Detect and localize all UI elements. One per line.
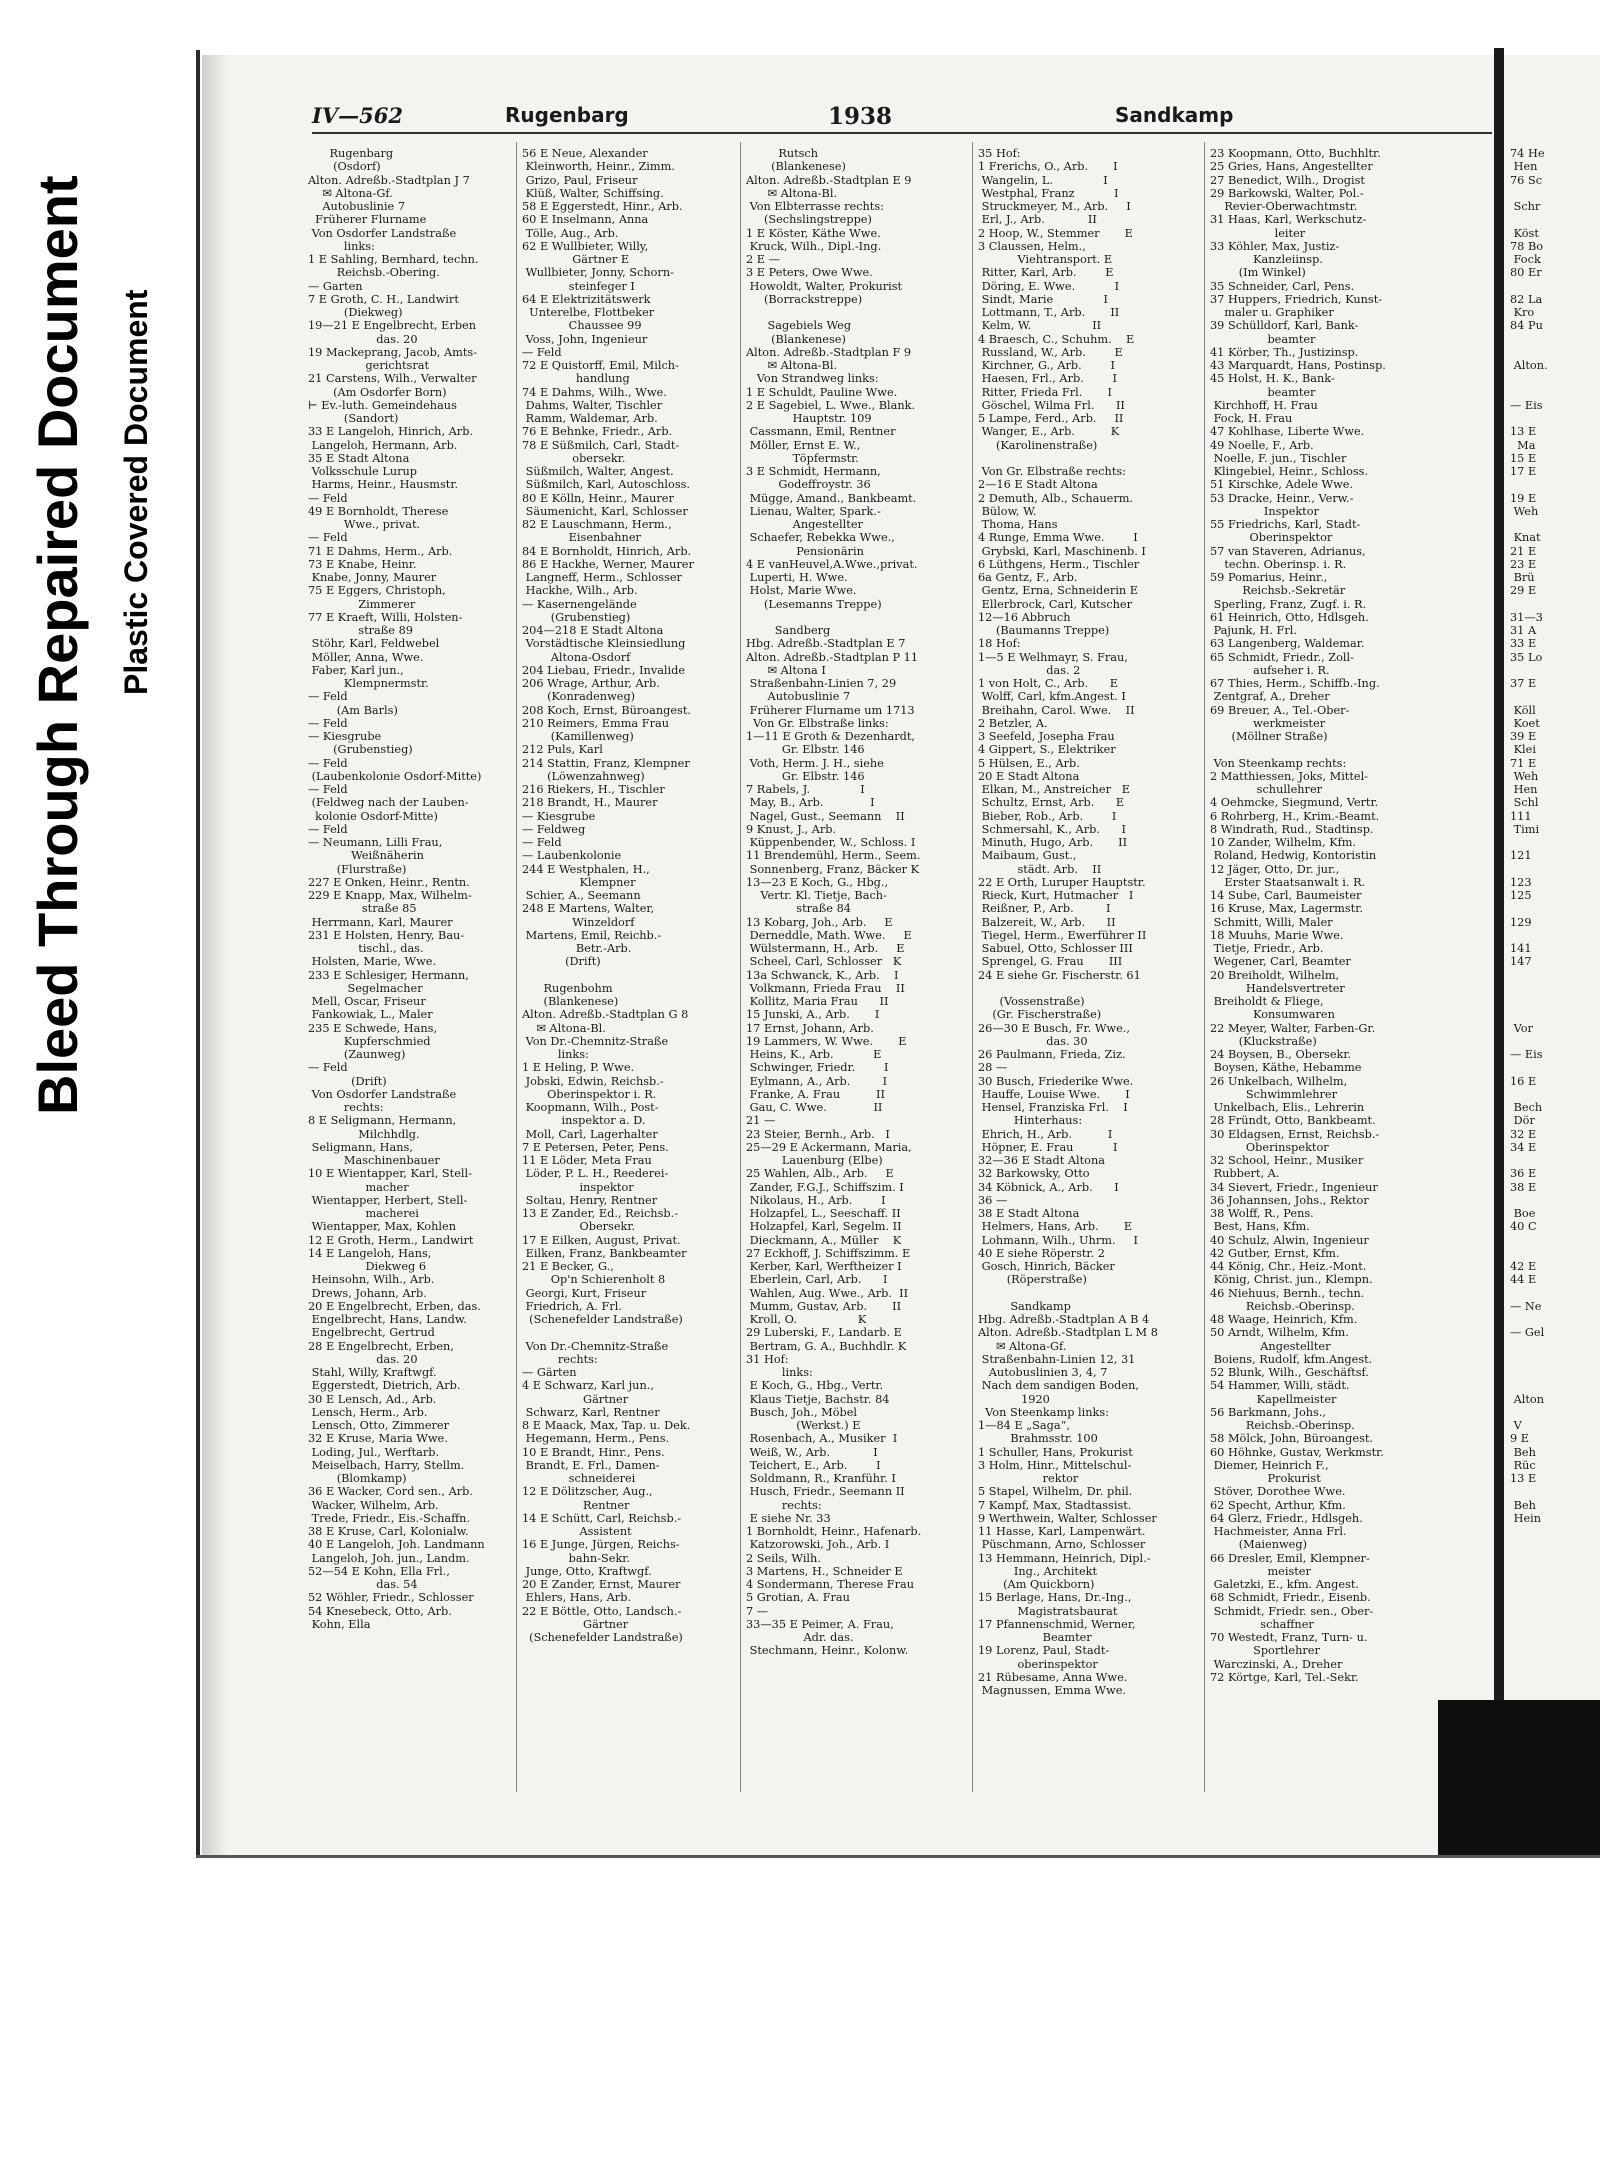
directory-column-1: Rugenbarg (Osdorf) Alton. Adreßb.-Stadtplan J 7 ✉ Altona-Gf. Autobuslinie 7 Früherer Flurname Von Osdorfer Landstraße links: 1 E Sahling, Bernhard, techn. Reichsb.-Obering. — Garten 7 E Groth, C. H., Landwirt (Diekweg) 19—21 E Engelbrecht, Erben das. 20 19 Mackeprang, Jacob, Amts- gerichtsrat 21 Carstens, Wilh., Verwalter (Am Osdorfer Born) ⊢ Ev.-luth. Gemeindehaus (Sandort) 33 E Langeloh, Hinrich, Arb. Langeloh, Hermann, Arb. 35 E Stadt Altona Volksschule Lurup Harms, Heinr., Hausmstr. — Feld 49 E Bornholdt, Therese Wwe., privat. — Feld 71 E Dahms, Herm., Arb. 73 E Knabe, Heinr. Knabe, Jonny, Maurer 75 E Eggers, Christoph, Zimmerer 77 E Kraeft, Willi, Holsten- straße 89 Stöhr, Karl, Feldwebel Möller, Anna, Wwe. Faber, Karl jun., Klempnermstr. — Feld (Am Barls) — Feld — Kiesgrube (Grubenstieg) — Feld (Laubenkolonie Osdorf-Mitte) — Feld (Feldweg nach der Lauben- kolonie Osdorf-Mitte) — Feld — Neumann, Lilli Frau, Weißnäherin (Flurstraße) 227 E Onken, Heinr., Rentn. 229 E Knapp, Max, Wilhelm- straße 85 Herrmann, Karl, Maurer 231 E Holsten, Henry, Bau- tischl., das. Holsten, Marie, Wwe. 233 E Schlesiger, Hermann, Segelmacher Mell, Oscar, Friseur Fankowiak, L., Maler 235 E Schwede, Hans, Kupferschmied (Zaunweg) — Feld (Drift) Von Osdorfer Landstraße rechts: 8 E Seligmann, Hermann, Milchhdlg. Seligmann, Hans, Maschinenbauer 10 E Wientapper, Karl, Stell- macher Wientapper, Herbert, Stell- macherei Wientapper, Max, Kohlen 12 E Groth, Herm., Landwirt 14 E Langeloh, Hans, Diekweg 6 Heinsohn, Wilh., Arb. Drews, Johann, Arb. 20 E Engelbrecht, Erben, das. Engelbrecht, Hans, Landw. Engelbrecht, Gertrud 28 E Engelbrecht, Erben, das. 20 Stahl, Willy, Kraftwgf. Eggerstedt, Dietrich, Arb. 30 E Lensch, Ad., Arb. Lensch, Herm., Arb. Lensch, Otto, Zimmerer 32 E Kruse, Maria Wwe. Loding, Jul., Werftarb. Meiselbach, Harry, Stellm. (Blomkamp) 36 E Wacker, Cord sen., Arb. Wacker, Wilhelm, Arb. Trede, Friedr., Eis.-Schaffn. 38 E Kruse, Carl, Kolonialw. 40 E Langeloh, Joh. Landmann Langeloh, Joh. jun., Landm. 52—54 E Kohn, Ella Frl., das. 54 52 Wöhler, Friedr., Schlosser 54 Knesebeck, Otto, Arb. Kohn, Ella	[308, 147, 485, 1631]
scan-left-edge	[196, 50, 200, 1855]
bleed-through-label: Bleed Through Repaired Document	[26, 175, 89, 1115]
scan-bottom-edge	[196, 1855, 1600, 1858]
next-page-fragment	[1504, 55, 1600, 1855]
directory-column-3: Rutsch (Blankenese) Alton. Adreßb.-Stadtplan E 9 ✉ Altona-Bl. Von Elbterrasse rechts: (Sechslingstreppe) 1 E Köster, Käthe Wwe. Kruck, Wilh., Dipl.-Ing. 2 E — 3 E Peters, Owe Wwe. Howoldt, Walter, Prokurist (Borrackstreppe) Sagebiels Weg (Blankenese) Alton. Adreßb.-Stadtplan F 9 ✉ Altona-Bl. Von Strandweg links: 1 E Schuldt, Pauline Wwe. 2 E Sagebiel, L. Wwe., Blank. Hauptstr. 109 Cassmann, Emil, Rentner Möller, Ernst E. W., Töpfermstr. 3 E Schmidt, Hermann, Godeffroystr. 36 Mügge, Amand., Bankbeamt. Lienau, Walter, Spark.- Angestellter Schaefer, Rebekka Wwe., Pensionärin 4 E vanHeuvel,A.Wwe.,privat. Luperti, H. Wwe. Holst, Marie Wwe. (Lesemanns Treppe) Sandberg Hbg. Adreßb.-Stadtplan E 7 Alton. Adreßb.-Stadtplan P 11 ✉ Altona I Straßenbahn-Linien 7, 29 Autobuslinie 7 Früherer Flurname um 1713 Von Gr. Elbstraße links: 1—11 E Groth & Dezenhardt, Gr. Elbstr. 146 Voth, Herm. J. H., siehe Gr. Elbstr. 146 7 Rabels, J. I May, B., Arb. I Nagel, Gust., Seemann II 9 Knust, J., Arb. Küppenbender, W., Schloss. I 11 Brendemühl, Herm., Seem. Sonnenberg, Franz, Bäcker K 13—23 E Koch, G., Hbg., Vertr. Kl. Tietje, Bach- straße 84 13 Kobarg, Joh., Arb. E Derneddle, Math. Wwe. E Wülstermann, H., Arb. E Scheel, Carl, Schlosser K 13a Schwanck, K., Arb. I Volkmann, Frieda Frau II Kollitz, Maria Frau II 15 Junski, A., Arb. I 17 Ernst, Johann, Arb. 19 Lammers, W. Wwe. E Heins, K., Arb. E Schwinger, Friedr. I Eylmann, A., Arb. I Franke, A. Frau II Gau, C. Wwe. II 21 — 23 Steier, Bernh., Arb. I 25—29 E Ackermann, Maria, Lauenburg (Elbe) 25 Wahlen, Alb., Arb. E Zander, F.G.J., Schiffszim. I Nikolaus, H., Arb. I Holzapfel, L., Seeschaff. II Holzapfel, Karl, Segelm. II Dieckmann, A., Müller K 27 Eckhoff, J. Schiffszimm. E Kerber, Karl, Werftheizer I Eberlein, Carl, Arb. I Wahlen, Aug. Wwe., Arb. II Mumm, Gustav, Arb. II Kroll, O. K 29 Luberski, F., Landarb. E Bertram, G. A., Buchhdlr. K 31 Hof: links: E Koch, G., Hbg., Vertr. Klaus Tietje, Bachstr. 84 Busch, Joh., Möbel (Werkst.) E Rosenbach, A., Musiker I Weiß, W., Arb. I Teichert, E., Arb. I Soldmann, R., Kranführ. I Husch, Friedr., Seemann II rechts: E siehe Nr. 33 1 Bornholdt, Heinr., Hafenarb. Katzorowski, Joh., Arb. I 2 Seils, Wilh. 3 Martens, H., Schneider E 4 Sondermann, Therese Frau 5 Grotian, A. Frau 7 — 33—35 E Peimer, A. Frau, Adr. das. Stechmann, Heinr., Kolonw.	[746, 147, 922, 1658]
next-page-text: 74 He Hen 76 Sc Schr Köst 78 Bo Fock 80 Er 82 La Kro 84 Pu Alton. — Eis 13 E Ma 15 E 17 E 19 E Weh Knat 21 E 23 E Brü 29 E 31—3 31 A 33 E 35 Lo 37 E Köll Koet 39 E Klei 71 E Weh Hen Schl 111 Timi 121 123 125 129 141 147 Vor — Eis 16 E Bech Dör 32 E 34 E 36 E 38 E Boe 40 C 42 E 44 E — Ne — Gel Alton V 9 E Beh Rüc 13 E Beh Hein	[1510, 147, 1548, 1525]
directory-column-5: 23 Koopmann, Otto, Buchhltr. 25 Gries, Hans, Angestellter 27 Benedict, Wilh., Drogist 29 Barkowski, Walter, Pol.- Revier-Oberwachtmstr. 31 Haas, Karl, Werkschutz- leiter 33 Köhler, Max, Justiz- Kanzleiinsp. (Im Winkel) 35 Schneider, Carl, Pens. 37 Huppers, Friedrich, Kunst- maler u. Graphiker 39 Schülldorf, Karl, Bank- beamter 41 Körber, Th., Justizinsp. 43 Marquardt, Hans, Postinsp. 45 Holst, H. K., Bank- beamter Kirchhoff, H. Frau Fock, H. Frau 47 Kohlhase, Liberte Wwe. 49 Noelle, F., Arb. Noelle, F. jun., Tischler Klingebiel, Heinr., Schloss. 51 Kirschke, Adele Wwe. 53 Dracke, Heinr., Verw.- Inspektor 55 Friedrichs, Karl, Stadt- Oberinspektor 57 van Staveren, Adrianus, techn. Oberinsp. i. R. 59 Pomarius, Heinr., Reichsb.-Sekretär Sperling, Franz, Zugf. i. R. 61 Heinrich, Otto, Hdlsgeh. Pajunk, H. Frl. 63 Langenberg, Waldemar. 65 Schmidt, Friedr., Zoll- aufseher i. R. 67 Thies, Herm., Schiffb.-Ing. Zentgraf, A., Dreher 69 Breuer, A., Tel.-Ober- werkmeister (Möllner Straße) Von Steenkamp rechts: 2 Matthiessen, Joks, Mittel- schullehrer 4 Oehmcke, Siegmund, Vertr. 6 Rohrberg, H., Krim.-Beamt. 8 Windrath, Rud., Stadtinsp. 10 Zander, Wilhelm, Kfm. Roland, Hedwig, Kontoristin 12 Jäger, Otto, Dr. jur., Erster Staatsanwalt i. R. 14 Sube, Carl, Baumeister 16 Kruse, Max, Lagermstr. Schmitt, Willi, Maler 18 Muuhs, Marie Wwe. Tietje, Friedr., Arb. Wegener, Carl, Beamter 20 Breiholdt, Wilhelm, Handelsvertreter Breiholdt & Fliege, Konsumwaren 22 Meyer, Walter, Farben-Gr. (Kluckstraße) 24 Boysen, B., Obersekr. Boysen, Käthe, Hebamme 26 Unkelbach, Wilhelm, Schwimmlehrer Unkelbach, Elis., Lehrerin 28 Fründt, Otto, Bankbeamt. 30 Eldagsen, Ernst, Reichsb.- Oberinspektor 32 School, Heinr., Musiker Rubbert, A. 34 Sievert, Friedr., Ingenieur 36 Johannsen, Johs., Rektor 38 Wolff, R., Pens. Best, Hans, Kfm. 40 Schulz, Alwin, Ingenieur 42 Gutber, Ernst, Kfm. 44 König, Chr., Heiz.-Mont. König, Christ. jun., Klempn. 46 Niehuus, Bernh., techn. Reichsb.-Oberinsp. 48 Waage, Heinrich, Kfm. 50 Arndt, Wilhelm, Kfm. Angestellter Boiens, Rudolf, kfm.Angest. 52 Blunk, Wilh., Geschäftsf. 54 Hammer, Willi, städt. Kapellmeister 56 Barkmann, Johs., Reichsb.-Oberinsp. 58 Mölck, John, Büroangest. 60 Höhnke, Gustav, Werkmstr. Diemer, Heinrich F., Prokurist Stöver, Dorothee Wwe. 62 Specht, Arthur, Kfm. 64 Glerz, Friedr., Hdlsgeh. Hachmeister, Anna Frl. (Maienweg) 66 Dresler, Emil, Klempner- meister Galetzki, E., kfm. Angest. 68 Schmidt, Friedr., Eisenb. Schmidt, Friedr. sen., Ober- schaffner 70 Westedt, Franz, Turn- u. Sportlehrer Warczinski, A., Dreher 72 Körtge, Karl, Tel.-Sekr.	[1210, 147, 1386, 1684]
running-head-year: 1938	[828, 103, 893, 130]
page-shadow	[202, 55, 228, 1855]
header-rule	[312, 132, 1492, 134]
page-number: IV—562	[312, 103, 403, 128]
directory-column-4: 35 Hof: 1 Frerichs, O., Arb. I Wangelin, L. I Westphal, Franz I Struckmeyer, M., Arb. I Erl, J., Arb. II 2 Hoop, W., Stemmer E 3 Claussen, Helm., Viehtransport. E Ritter, Karl, Arb. E Döring, E. Wwe. I Sindt, Marie I Lottmann, T., Arb. II Kelm, W. II 4 Braesch, C., Schuhm. E Russland, W., Arb. E Kirchner, G., Arb. I Haesen, Frl., Arb. I Ritter, Frieda Frl. I Göschel, Wilma Frl. II 5 Lampe, Ferd., Arb. II Wanger, E., Arb. K (Karolinenstraße) Von Gr. Elbstraße rechts: 2—16 E Stadt Altona 2 Demuth, Alb., Schauerm. Bülow, W. Thoma, Hans 4 Runge, Emma Wwe. I Grybski, Karl, Maschinenb. I 6 Lüthgens, Herm., Tischler 6a Gentz, F., Arb. Gentz, Erna, Schneiderin E Ellerbrock, Carl, Kutscher 12—16 Abbruch (Baumanns Treppe) 18 Hof: 1—5 E Welhmayr, S. Frau, das. 2 1 von Holt, C., Arb. E Wolff, Carl, kfm.Angest. I Breihahn, Carol. Wwe. II 2 Betzler, A. 3 Seefeld, Josepha Frau 4 Gippert, S., Elektriker 5 Hülsen, E., Arb. 20 E Stadt Altona Elkan, M., Anstreicher E Schultz, Ernst, Arb. E Bieber, Rob., Arb. I Schmersahl, K., Arb. I Minuth, Hugo, Arb. II Maibaum, Gust., städt. Arb. II 22 E Orth, Luruper Hauptstr. Rieck, Kurt, Hutmacher I Reißner, P., Arb. I Balzereit, W., Arb. II Tiegel, Herm., Ewerführer II Sabuel, Otto, Schlosser III Sprengel, G. Frau III 24 E siehe Gr. Fischerstr. 61 (Vossenstraße) (Gr. Fischerstraße) 26—30 E Busch, Fr. Wwe., das. 30 26 Paulmann, Frieda, Ziz. 28 — 30 Busch, Friederike Wwe. Hauffe, Louise Wwe. I Hensel, Franziska Frl. I Hinterhaus: Ehrich, H., Arb. I Höpner, E. Frau I 32—36 E Stadt Altona 32 Barkowsky, Otto 34 Köbnick, A., Arb. I 36 — 38 E Stadt Altona Helmers, Hans, Arb. E Lohmann, Wilh., Uhrm. I 40 E siehe Röperstr. 2 Gosch, Hinrich, Bäcker (Röperstraße) Sandkamp Hbg. Adreßb.-Stadtplan A B 4 Alton. Adreßb.-Stadtplan L M 8 ✉ Altona-Gf. Straßenbahn-Linien 12, 31 Autobuslinien 3, 4, 7 Nach dem sandigen Boden, 1920 Von Steenkamp links: 1—84 E „Saga“, Brahmsstr. 100 1 Schuller, Hans, Prokurist 3 Holm, Hinr., Mittelschul- rektor 5 Stapel, Wilhelm, Dr. phil. 7 Kampf, Max, Stadtassist. 9 Werthwein, Walter, Schlosser 11 Hasse, Karl, Lampenwärt. Püschmann, Arno, Schlosser 13 Hemmann, Heinrich, Dipl.- Ing., Architekt (Am Quickborn) 15 Berlage, Hans, Dr.-Ing., Magistratsbaurat 17 Pfannenschmid, Werner, Beamter 19 Lorenz, Paul, Stadt- oberinspektor 21 Rübesame, Anna Wwe. Magnussen, Emma Wwe.	[978, 147, 1158, 1697]
scan-dark-corner	[1438, 1700, 1600, 1855]
running-head-right: Sandkamp	[1115, 103, 1234, 127]
plastic-covered-label: Plastic Covered Document	[118, 289, 154, 695]
running-head-left: Rugenbarg	[505, 103, 629, 127]
book-gutter	[1494, 48, 1504, 1856]
column-divider	[972, 142, 973, 1792]
column-divider	[1204, 142, 1205, 1792]
directory-column-2: 56 E Neue, Alexander Kleinworth, Heinr., Zimm. Grizo, Paul, Friseur Klüß, Walter, Schiffsing. 58 E Eggerstedt, Hinr., Arb. 60 E Inselmann, Anna Tölle, Aug., Arb. 62 E Wullbieter, Willy, Gärtner E Wullbieter, Jonny, Schorn- steinfeger I 64 E Elektrizitätswerk Unterelbe, Flottbeker Chaussee 99 Voss, John, Ingenieur — Feld 72 E Quistorff, Emil, Milch- handlung 74 E Dahms, Wilh., Wwe. Dahms, Walter, Tischler Ramm, Waldemar, Arb. 76 E Behnke, Friedr., Arb. 78 E Süßmilch, Carl, Stadt- obersekr. Süßmilch, Walter, Angest. Süßmilch, Karl, Autoschloss. 80 E Kölln, Heinr., Maurer Säumenicht, Karl, Schlosser 82 E Lauschmann, Herm., Eisenbahner 84 E Bornholdt, Hinrich, Arb. 86 E Hackhe, Werner, Maurer Langneff, Herm., Schlosser Hackhe, Wilh., Arb. — Kasernengelände (Grubenstieg) 204—218 E Stadt Altona Vorstädtische Kleinsiedlung Altona-Osdorf 204 Liebau, Friedr., Invalide 206 Wrage, Arthur, Arb. (Konradenweg) 208 Koch, Ernst, Büroangest. 210 Reimers, Emma Frau (Kamillenweg) 212 Puls, Karl 214 Stattin, Franz, Klempner (Löwenzahnweg) 216 Riekers, H., Tischler 218 Brandt, H., Maurer — Kiesgrube — Feldweg — Feld — Laubenkolonie 244 E Westphalen, H., Klempner Schier, A., Seemann 248 E Martens, Walter, Winzeldorf Martens, Emil, Reichb.- Betr.-Arb. (Drift) Rugenbohm (Blankenese) Alton. Adreßb.-Stadtplan G 8 ✉ Altona-Bl. Von Dr.-Chemnitz-Straße links: 1 E Heling, P. Wwe. Jobski, Edwin, Reichsb.- Oberinspektor i. R. Koopmann, Wilh., Post- inspektor a. D. Moll, Carl, Lagerhalter 7 E Petersen, Peter, Pens. 11 E Löder, Meta Frau Löder, P. L. H., Reederei- inspektor Soltau, Henry, Rentner 13 E Zander, Ed., Reichsb.- Obersekr. 17 E Eilken, August, Privat. Eilken, Franz, Bankbeamter 21 E Becker, G., Op'n Schierenholt 8 Georgi, Kurt, Friseur Friedrich, A. Frl. (Schenefelder Landstraße) Von Dr.-Chemnitz-Straße rechts: — Gärten 4 E Schwarz, Karl jun., Gärtner Schwarz, Karl, Rentner 8 E Maack, Max, Tap. u. Dek. Hegemann, Herm., Pens. 10 E Brandt, Hinr., Pens. Brandt, E. Frl., Damen- schneiderei 12 E Dölitzscher, Aug., Rentner 14 E Schütt, Carl, Reichsb.- Assistent 16 E Junge, Jürgen, Reichs- bahn-Sekr. Junge, Otto, Kraftwgf. 20 E Zander, Ernst, Maurer Ehlers, Hans, Arb. 22 E Böttle, Otto, Landsch.- Gärtner (Schenefelder Landstraße)	[522, 147, 694, 1644]
